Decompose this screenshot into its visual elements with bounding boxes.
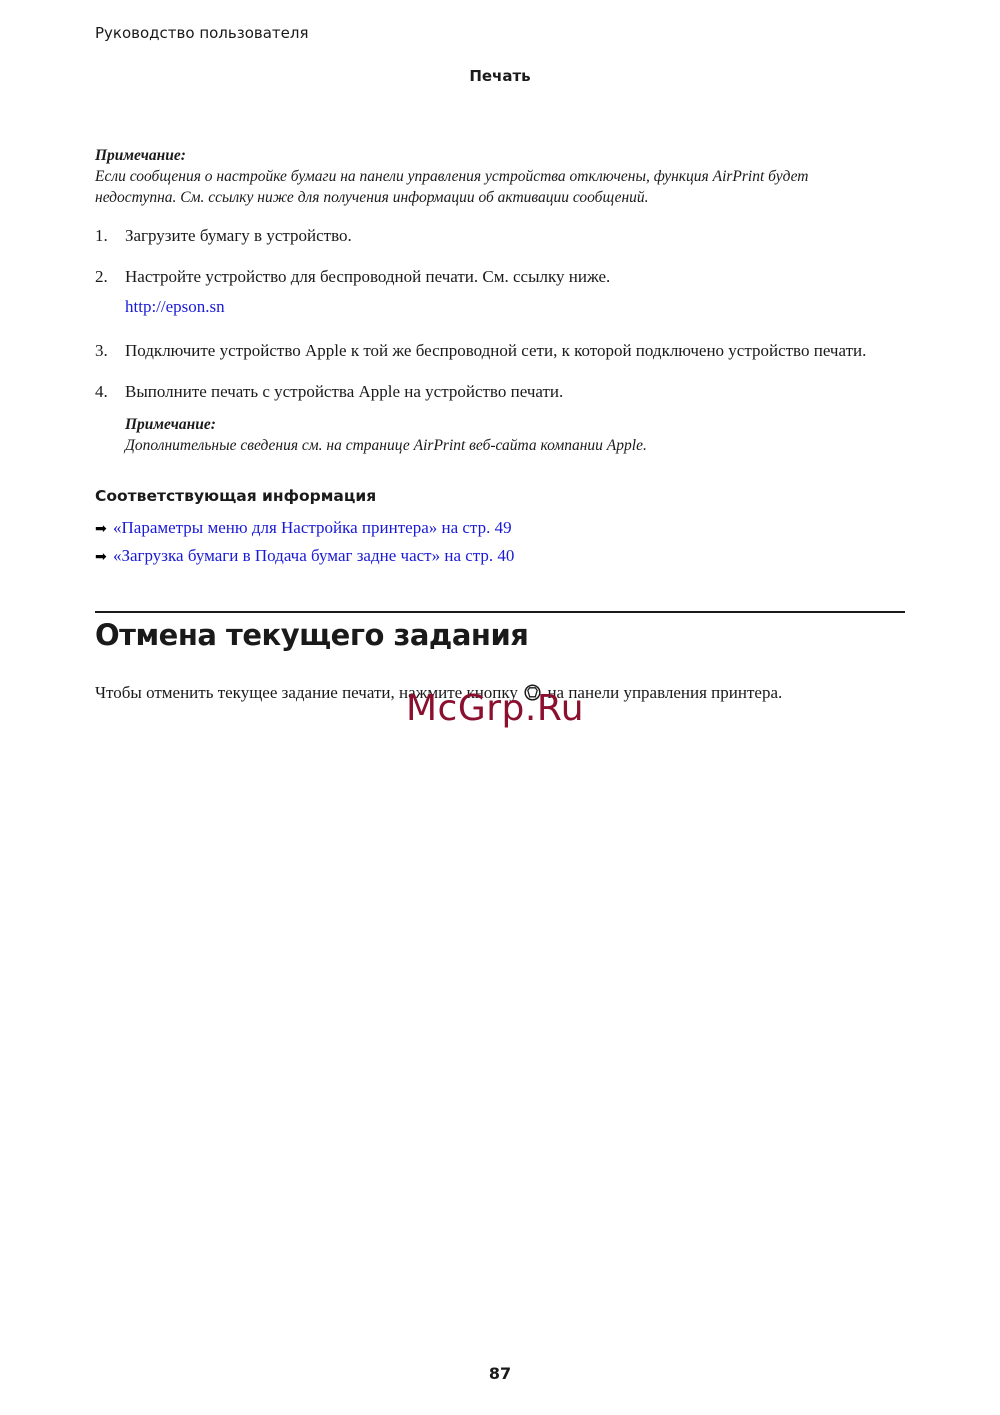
step-note-box [125,414,905,456]
related-link-1[interactable]: «Параметры меню для Настройка принтера» на стр. 49 [113,518,512,537]
note-box [95,145,905,208]
related-info-title: Соответствующая информация [95,487,377,505]
section-header: Печать [469,67,531,85]
note-label: Примечание: [125,416,216,433]
related-item-1 [95,517,512,540]
step-text: Загрузите бумагу в устройство. [125,226,352,245]
note-text: Дополнительные сведения см. на странице AirPrint веб-сайта компании Apple. [125,437,647,454]
arrow-right-icon: ➡ [95,549,107,565]
step-text: Настройте устройство для беспроводной печати. См. ссылку ниже. [125,267,611,286]
section-title: Отмена текущего задания [95,618,529,652]
step-number: 2. [95,267,108,286]
note-text-line1: Если сообщения о настройке бумаги на панели управления устройства отключены, функция AirPrint будет [95,168,809,185]
related-item-2 [95,545,514,568]
section-divider [95,611,905,613]
epson-link[interactable]: http://epson.sn [125,297,225,316]
step-number: 4. [95,382,108,401]
page-number: 87 [488,1364,512,1383]
note-text-line2: недоступна. См. ссылку ниже для получения информации об активации сообщений. [95,189,649,206]
cancel-text-before: Чтобы отменить текущее задание печати, нажмите кнопку [95,683,518,702]
watermark: McGrp.Ru [406,688,585,729]
arrow-right-icon: ➡ [95,521,107,537]
step-text: Выполните печать с устройства Apple на устройство печати. [125,382,564,401]
document-title: Руководство пользователя [95,24,309,42]
step-number: 3. [95,341,108,360]
note-label: Примечание: [95,147,186,164]
step-text: Подключите устройство Apple к той же беспроводной сети, к которой подключено устройство печати. [125,341,867,360]
cancel-text-after: на панели управления принтера. [547,683,783,702]
step-number: 1. [95,226,108,245]
related-link-2[interactable]: «Загрузка бумаги в Подача бумаг задне част» на стр. 40 [113,546,515,565]
